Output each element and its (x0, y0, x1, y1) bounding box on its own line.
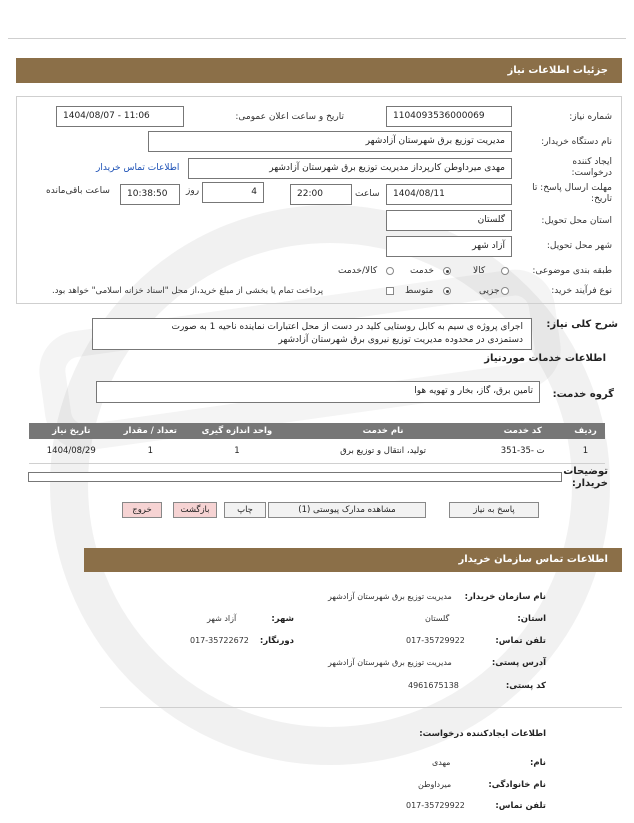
need-number-label: شماره نیاز: (569, 112, 612, 122)
buyer-notes-box (28, 472, 562, 482)
need-number-field: 1104093536000069 (386, 106, 512, 127)
buyer-org-field: مدیریت توزیع برق شهرستان آزادشهر (148, 131, 512, 152)
creator-name-value: مهدی (432, 758, 451, 767)
cell-unit: 1 (187, 439, 287, 464)
contact-province-label: استان: (517, 614, 546, 624)
col-unit: واحد اندازه گیری (187, 423, 287, 439)
buyer-contact-link[interactable]: اطلاعات تماس خریدار (96, 163, 180, 173)
days-label: روز (186, 186, 200, 196)
deadline-date-field: 1404/08/11 (386, 184, 512, 205)
cell-need-date: 1404/08/29 (29, 439, 114, 464)
creator-phone-value: 017-35729922 (406, 801, 465, 810)
contact-address-label: آدرس پستی: (491, 658, 546, 668)
service-group-label: گروه خدمت: (552, 389, 614, 400)
contact-postal-label: کد پستی: (505, 681, 546, 691)
contact-province-value: گلستان (425, 614, 450, 623)
days-field: 4 (202, 182, 264, 203)
buyer-org-label: نام دستگاه خریدار: (541, 137, 612, 147)
print-button[interactable]: چاپ (224, 502, 266, 518)
contact-org-label: نام سازمان خریدار: (464, 592, 546, 602)
exit-button[interactable]: خروج (122, 502, 162, 518)
contact-postal-value: 4961675138 (408, 681, 459, 690)
deadline-label-2: تاریخ: (591, 194, 612, 204)
services-title: اطلاعات خدمات موردنیاز (484, 353, 606, 364)
items-table (29, 423, 605, 464)
creator-family-label: نام خانوادگی: (488, 780, 546, 790)
contact-phone-label: تلفن تماس: (495, 636, 546, 646)
description-line-1: اجرای پروژه ی سیم به کابل روستایی کلید در دست از محل اعتبارات نماینده ناحیه 1 به صورت (171, 322, 523, 332)
time-label: ساعت (355, 189, 380, 199)
deadline-label: مهلت ارسال پاسخ: تا (532, 183, 612, 193)
announce-label: تاریخ و ساعت اعلان عمومی: (235, 112, 344, 122)
treasury-text: پرداخت تمام یا بخشی از مبلغ خرید،از محل "اسناد خزانه اسلامی" خواهد بود. (52, 286, 324, 296)
contact-title: اطلاعات تماس سازمان خریدار (458, 554, 608, 565)
creator-family-value: میرداوطن (418, 780, 452, 789)
city-label: شهر محل تحویل: (546, 241, 612, 251)
contact-city-label: شهر: (271, 614, 294, 624)
description-line-2: دستمزدی در محدوده مدیریت توزیع نیروی برق شهرستان آزادشهر (278, 335, 523, 345)
reply-button[interactable]: پاسخ به نیاز (449, 502, 539, 518)
col-need-date: تاریخ نیاز (29, 423, 114, 439)
deadline-time-field: 22:00 (290, 184, 352, 205)
page-title: جزئیات اطلاعات نیاز (507, 65, 608, 76)
province-field: گلستان (386, 210, 512, 231)
process-radio-minor[interactable] (501, 287, 509, 295)
cell-service-name: تولید، انتقال و توزیع برق (287, 439, 480, 464)
province-label: استان محل تحویل: (541, 216, 612, 226)
contact-fax-value: 017-35722672 (190, 636, 249, 645)
contact-phone-value: 017-35729922 (406, 636, 465, 645)
attachments-button[interactable]: مشاهده مدارک پیوستی (1) (268, 502, 426, 518)
category-radio-service[interactable] (443, 267, 451, 275)
col-service-code: کد خدمت (479, 423, 566, 439)
category-option-goods: کالا (473, 266, 486, 276)
cell-row: 1 (566, 439, 605, 464)
category-label: طبقه بندی موضوعی: (532, 266, 612, 276)
contact-divider (100, 707, 622, 708)
process-option-minor: جزیی (479, 286, 500, 296)
creator-info-title: اطلاعات ایجادکننده درخواست: (419, 729, 546, 739)
contact-address-value: مدیریت توزیع برق شهرستان آزادشهر (328, 658, 452, 667)
creator-name-label: نام: (529, 758, 546, 768)
treasury-checkbox[interactable] (386, 287, 394, 295)
cell-quantity: 1 (114, 439, 188, 464)
contact-header (84, 548, 622, 572)
creator-label-2: درخواست: (571, 168, 612, 178)
category-option-service: خدمت (410, 266, 434, 276)
col-row: ردیف (566, 423, 605, 439)
city-field: آزاد شهر (386, 236, 512, 257)
remaining-time-field: 10:38:50 (120, 184, 180, 205)
page-header (16, 58, 622, 83)
back-button[interactable]: بازگشت (173, 502, 217, 518)
category-radio-goods[interactable] (501, 267, 509, 275)
buyer-notes-label: توضیحات (563, 466, 608, 477)
top-divider (8, 38, 626, 39)
contact-city-value: آزاد شهر (207, 614, 237, 623)
table-header-row (29, 423, 605, 439)
creator-field: مهدی میرداوطن کارپرداز مدیریت توزیع برق شهرستان آزادشهر (188, 158, 512, 179)
description-box (92, 318, 532, 350)
col-quantity: تعداد / مقدار (114, 423, 188, 439)
process-label: نوع فرآیند خرید: (551, 286, 612, 296)
table-row (29, 439, 605, 464)
creator-phone-label: تلفن تماس: (495, 801, 546, 811)
contact-fax-label: دورنگار: (259, 636, 294, 646)
col-service-name: نام خدمت (287, 423, 480, 439)
cell-service-code: ت -35-351 (479, 439, 566, 464)
service-group-field: تامین برق، گاز، بخار و تهویه هوا (96, 381, 540, 403)
process-option-medium: متوسط (405, 286, 434, 296)
buyer-notes-label-2: خریدار: (571, 478, 608, 489)
process-radio-medium[interactable] (443, 287, 451, 295)
description-label: شرح کلی نیاز: (546, 319, 618, 330)
contact-org-value: مدیریت توزیع برق شهرستان آزادشهر (328, 592, 452, 601)
category-option-goods-service: کالا/خدمت (338, 266, 378, 276)
creator-label: ایجاد کننده (572, 157, 612, 167)
announce-field: 1404/08/07 - 11:06 (56, 106, 184, 127)
remaining-label: ساعت باقی‌مانده (46, 186, 110, 196)
category-radio-goods-service[interactable] (386, 267, 394, 275)
